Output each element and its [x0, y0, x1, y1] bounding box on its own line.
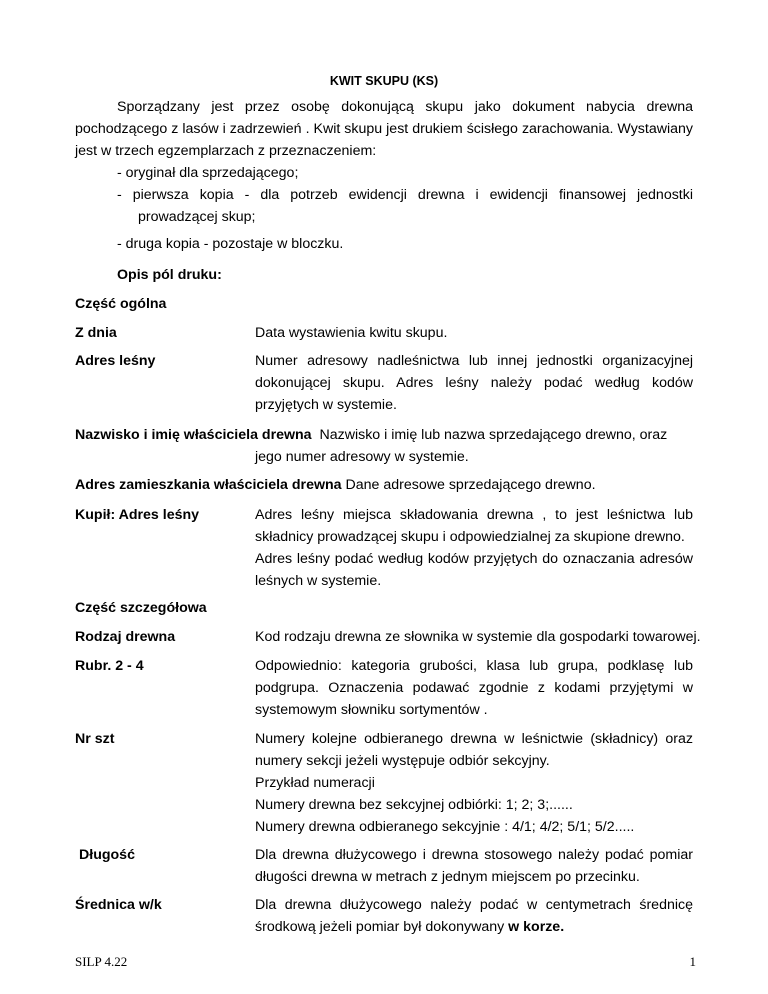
kupil-text-2: Adres leśny podać według kodów przyjętych do oznaczania adresów leśnych w systemie. [255, 551, 693, 589]
dlugosc-label: Długość [79, 847, 135, 863]
rodzaj-label: Rodzaj drewna [75, 629, 176, 645]
kupil-label: Kupił: Adres leśny [75, 507, 200, 523]
intro-paragraph: Sporządzany jest przez osobę dokonującą skupu jako dokument nabycia drewna pochodzącego z lasów i zadrzewień . Kwit skupu jest drukiem ścisłego zarachowania. Wystawiany jest w trzech egzemplarzach z przeznaczeniem: [75, 99, 693, 159]
adres-lesny-text: Numer adresowy nadleśnictwa lub innej jednostki organizacyjnej dokonującej skupu. Adres leśny należy podać według kodów przyjętych w systemie. [255, 353, 693, 413]
nr-szt-example-1: Numery drewna bez sekcyjnej odbiórki: 1; 2; 3;...... [255, 797, 573, 813]
nazwisko-label: Nazwisko i imię właściciela drewna [75, 427, 312, 443]
nr-szt-text: Numery kolejne odbieranego drewna w leśnictwie (składnicy) oraz numery sekcji jeżeli występuje odbiór sekcyjny. [255, 731, 693, 769]
list-item-second-copy: - druga kopia - pozostaje w bloczku. [117, 236, 344, 252]
opis-heading: Opis pól druku: [117, 267, 222, 283]
srednica-label: Średnica w/k [75, 897, 162, 913]
list-item-original: - oryginał dla sprzedającego; [117, 165, 299, 181]
nazwisko-text: Nazwisko i imię lub nazwa sprzedającego drewno, oraz [319, 427, 668, 443]
z-dnia-label: Z dnia [75, 325, 117, 341]
srednica-text: Dla drewna dłużycowego należy podać w centymetrach średnicę środkową jeżeli pomiar był dokonywany [255, 897, 693, 935]
section-general-heading: Część ogólna [75, 296, 167, 312]
section-detailed-heading: Część szczegółowa [75, 600, 207, 616]
rodzaj-text: Kod rodzaju drewna ze słownika w systemie dla gospodarki towarowej. [255, 629, 701, 645]
nazwisko-row [75, 424, 693, 446]
nazwisko-text-cont: jego numer adresowy w systemie. [255, 449, 469, 465]
document-title: KWIT SKUPU (KS) [329, 74, 439, 88]
page-number: 1 [689, 954, 696, 969]
adres-zam-row [75, 474, 693, 496]
nr-szt-label: Nr szt [75, 731, 115, 747]
rubr-label: Rubr. 2 - 4 [75, 658, 144, 674]
adres-zam-text: Dane adresowe sprzedającego drewno. [345, 477, 596, 493]
rubr-text: Odpowiednio: kategoria grubości, klasa lub grupa, podklasę lub podgrupa. Oznaczenia podawać zgodnie z kodami przyjętymi w systemowym słowniku sortymentów . [255, 658, 693, 718]
z-dnia-text: Data wystawienia kwitu skupu. [255, 325, 448, 341]
srednica-bold-end: w korze. [508, 919, 565, 935]
list-item-first-copy: - pierwsza kopia - dla potrzeb ewidencji drewna i ewidencji finansowej jednostki prowadzącej skup; [117, 187, 693, 225]
nr-szt-example-heading: Przykład numeracji [255, 775, 375, 791]
adres-zam-label: Adres zamieszkania właściciela drewna [75, 477, 342, 493]
adres-lesny-label: Adres leśny [75, 353, 156, 369]
footer-version: SILP 4.22 [75, 954, 128, 969]
dlugosc-text: Dla drewna dłużycowego i drewna stosowego należy podać pomiar długości drewna w metrach z jednym miejscem po przecinku. [255, 847, 693, 885]
nr-szt-example-2: Numery drewna odbieranego sekcyjnie : 4/1; 4/2; 5/1; 5/2..... [255, 819, 635, 835]
kupil-text-1: Adres leśny miejsca składowania drewna , to jest leśnictwa lub składnicy prowadzącej skupu i odpowiedzialnej za skupione drewno. [255, 507, 693, 545]
srednica-row [255, 894, 693, 938]
